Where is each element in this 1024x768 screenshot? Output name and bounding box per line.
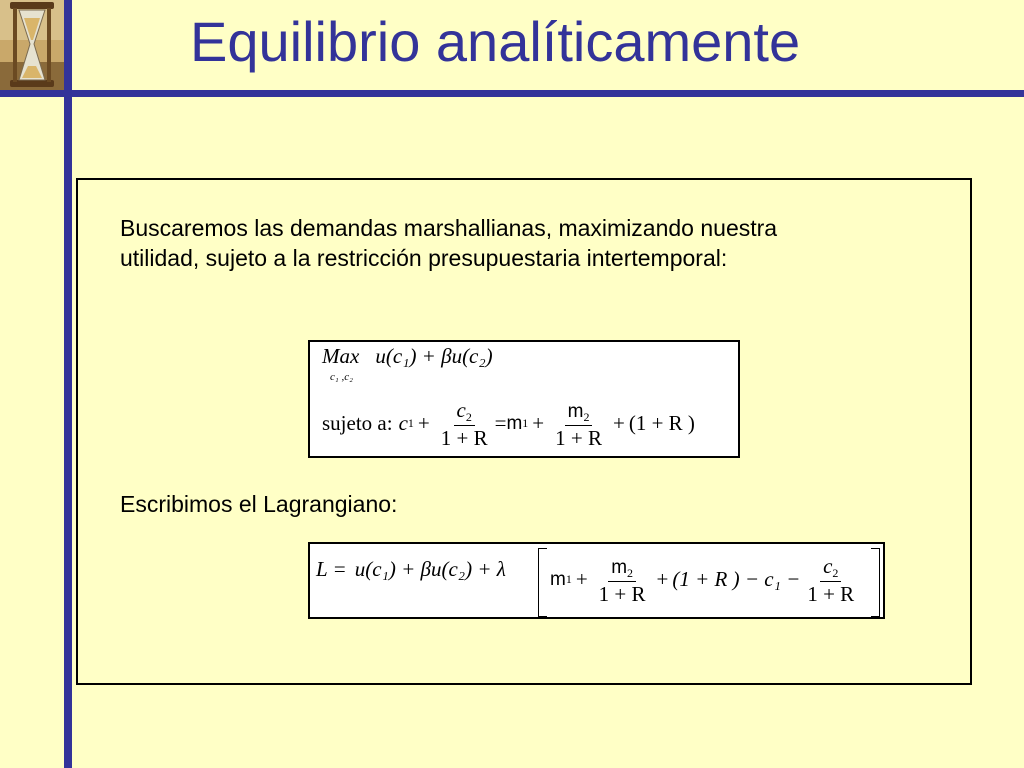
- m2-over-one-plus-r: $\frac{m_2}{1 + R}$: [598, 557, 646, 606]
- m1-term: m: [550, 568, 566, 590]
- maximization-problem-equation: Max u(c₁) + βu(c₂) c₁ ,c₂ sujeto a: c 1 + $\frac{c_2}{1 + R}$ = m 1 + $\frac{m_2}{1 + R}$ + (1 + R ): [308, 340, 740, 458]
- right-bracket: [871, 548, 880, 617]
- c2-over-one-plus-r: $\frac{c_2}{1 + R}$: [440, 398, 488, 450]
- lagrangian-lhs: L =: [316, 557, 347, 581]
- lagrangian-objective: u(c₁) + βu(c₂) + λ: [354, 557, 506, 581]
- c2-over-one-plus-r: $\frac{c_2}{1 + R}$: [807, 554, 855, 606]
- constraint-label: sujeto a:: [322, 411, 393, 436]
- title-underline: [0, 90, 1024, 97]
- slide-title: Equilibrio analíticamente: [190, 10, 801, 73]
- lagrangian-paragraph: Escribimos el Lagrangiano:: [120, 491, 398, 517]
- m2-over-one-plus-r: $\frac{m_2}{1 + R}$: [555, 401, 602, 450]
- objective-function: u(c₁) + βu(c₂): [375, 344, 493, 368]
- left-accent-bar: [64, 0, 72, 768]
- lagrangian-middle-terms: (1 + R ) − c₁ −: [672, 567, 801, 592]
- hourglass-icon: [0, 0, 64, 90]
- c1-term: c: [398, 411, 408, 436]
- left-bracket: [538, 548, 547, 617]
- lagrangian-equation: L = u(c₁) + βu(c₂) + λ m 1 + $\frac{m_2}{1 + R}$ + (1 + R ) − c₁ − $\frac{c_2}{1 + R}$: [308, 542, 885, 619]
- endowment-factor: (1 + R ): [628, 411, 695, 436]
- intro-paragraph: Buscaremos las demandas marshallianas, maximizando nuestra utilidad, sujeto a la restricción presupuestaria intertemporal:: [120, 215, 778, 271]
- max-choice-variables: c₁ ,c₂: [330, 371, 353, 383]
- max-operator: Max: [322, 344, 360, 368]
- m1-term: m: [506, 412, 523, 434]
